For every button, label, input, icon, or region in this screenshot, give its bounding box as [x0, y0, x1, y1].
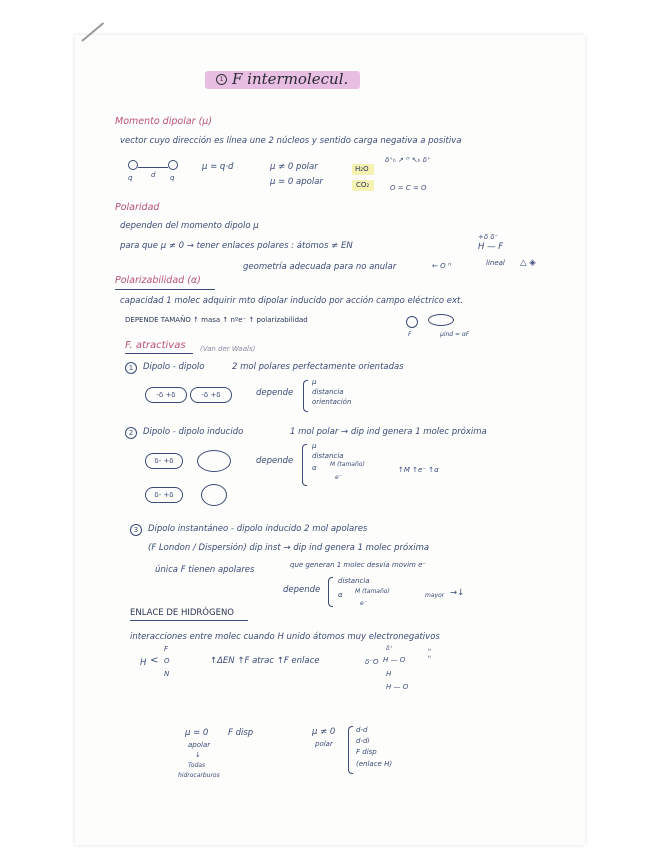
dipolo-inducido-desc: 1 mol polar → dip ind genera 1 molec próxima [290, 427, 487, 437]
charge-q1: q [128, 174, 133, 182]
brace-3 [328, 577, 333, 607]
distance-d: d [151, 171, 156, 179]
dep2-mu: μ [312, 442, 317, 450]
dipolo-dipolo-desc: 2 mol polares perfectamente orientadas [232, 362, 404, 372]
polarizabilidad-underline [115, 289, 215, 290]
resumen-polar: polar [315, 740, 333, 748]
heading-polarizabilidad: Polarizabilidad (α) [115, 275, 201, 286]
depende-label-3: depende [283, 585, 321, 595]
scheme-o: δ⁻O [365, 658, 379, 666]
london-desc: (F London / Dispersión) dip inst → dip ind genera 1 molec próxima [148, 543, 430, 553]
enlace-h-definition: interacciones entre molec cuando H unido átomos muy electronegativos [130, 632, 440, 642]
scheme-h: H [386, 670, 392, 678]
dipole-pill-4: δ- +δ [145, 487, 183, 503]
induced-dipole-sketch [428, 314, 454, 326]
atom-n: N [164, 670, 170, 678]
delta-charges: +δ δ⁻ [478, 233, 499, 241]
resumen-mu0: μ = 0 [185, 728, 209, 738]
induced-sphere-1 [197, 450, 231, 472]
polaridad-line1: dependen del momento dipolo μ [120, 221, 259, 231]
co2-label: CO₂ [356, 181, 370, 189]
induced-dipole-formula: μind = αF [440, 331, 470, 338]
dipolo-inducido-label: Dipolo - dipolo inducido [143, 427, 244, 437]
scheme-h-right: ᴴ ᴴ [428, 648, 431, 662]
polarizabilidad-line2: DEPENDE TAMAÑO ↑ masa ↑ nºe⁻ ↑ polarizabilidad [125, 316, 308, 324]
dep2-distancia: distancia [312, 452, 344, 460]
genera-desvia: que generan 1 molec desvía movim e⁻ [290, 561, 427, 569]
scheme-bond-1: H — O [383, 656, 406, 664]
lineal-label: lineal [486, 259, 505, 267]
resumen-fdisp: F disp [228, 728, 254, 738]
arrow-icon: →↓ [450, 588, 465, 598]
resumen-todas: Todas [188, 762, 206, 769]
polar-condition: μ ≠ 0 polar [270, 162, 318, 172]
dep2-result: ↑M ↑e⁻ ↑α [398, 466, 439, 474]
co2-structure: O = C = O [390, 184, 427, 192]
polarizabilidad-line1: capacidad 1 molec adquirir mto dipolar inducido por acción campo eléctrico ext. [120, 296, 464, 306]
dep1-orientacion: orientación [312, 398, 352, 406]
scheme-delta-plus: δ⁺ [386, 645, 393, 652]
bond-bracket: < [150, 655, 159, 666]
dep3-electrons: e⁻ [360, 600, 367, 607]
water-molecule-sketch: δ⁺ₕ ↗ ᴼ ↖ₕ δ⁺ [385, 156, 431, 164]
enlace-h-rule: ↑ΔEN ↑F atrac ↑F enlace [210, 656, 320, 666]
dipolo-dipolo-label: Dipolo - dipolo [143, 362, 205, 372]
depende-label-2: depende [256, 456, 294, 466]
field-circle [406, 316, 418, 328]
heading-momento-dipolar: Momento dipolar (μ) [115, 116, 213, 127]
paper-sheet [75, 35, 585, 845]
mayor-label: mayor [425, 592, 445, 599]
resumen-apolar: apolar [188, 741, 211, 749]
dep2-electrons: e⁻ [335, 474, 342, 481]
polaridad-line3: geometría adecuada para no anular [243, 262, 397, 272]
hf-molecule: H — F [478, 242, 504, 252]
enlace-h-underline [130, 620, 248, 621]
dep2-alpha: α [312, 464, 317, 472]
triangle-shape-icon: △ ◈ [520, 258, 536, 268]
apolar-condition: μ = 0 apolar [270, 177, 323, 187]
dep3-distancia: distancia [338, 577, 370, 585]
resumen-ddi: d-di [356, 737, 370, 745]
scheme-bond-2: H — O [386, 683, 409, 691]
resumen-dd: d-d [356, 726, 368, 734]
dipole-pill-2: -δ +δ [190, 387, 232, 403]
item-1-marker: 1 [125, 362, 137, 374]
heading-f-atractivas: F. atractivas [125, 340, 186, 351]
dipole-pill-1: -δ +δ [145, 387, 187, 403]
resumen-mu-ne-0: μ ≠ 0 [312, 727, 336, 737]
dep3-alpha: α [338, 591, 343, 599]
heading-polaridad: Polaridad [115, 202, 160, 213]
field-label: F [408, 331, 412, 338]
induced-sphere-2 [201, 484, 227, 506]
item-2-marker: 2 [125, 427, 137, 439]
title-number: 1 [216, 74, 227, 85]
depende-label-1: depende [256, 388, 294, 398]
brace-resumen [348, 726, 353, 774]
van-der-waals-note: (Van der Waals) [200, 345, 256, 353]
hydrogen-label: H [140, 658, 147, 668]
atom-o: O [164, 657, 170, 665]
dep3-mass: M (tamaño) [355, 588, 390, 595]
polaridad-line2: para que μ ≠ 0 → tener enlaces polares : átomos ≠ EN [120, 241, 353, 251]
dep2-mass: M (tamaño) [330, 461, 365, 468]
brace-2 [302, 444, 307, 486]
page-title: F intermolecul. [232, 70, 349, 88]
dep1-distancia: distancia [312, 388, 344, 396]
dipole-pill-3: δ- +δ [145, 453, 183, 469]
brace-1 [303, 380, 308, 412]
h2o-label: H₂O [355, 165, 369, 173]
resumen-arrow: ↓ [195, 751, 201, 759]
f-atractivas-underline [125, 353, 193, 354]
resumen-hidrocarburos: hidrocarburos [178, 772, 220, 779]
heading-enlace-hidrogeno: ENLACE DE HIDRÓGENO [130, 608, 234, 618]
atom-f: F [164, 645, 169, 653]
dipole-formula: μ = q·d [202, 162, 234, 172]
unica-f-apolares: única F tienen apolares [155, 565, 255, 575]
item-3-marker: 3 [130, 524, 142, 536]
dipolar-definition: vector cuyo dirección es línea une 2 núcleos y sentido carga negativa a positiva [120, 136, 462, 146]
charge-q2: q [170, 174, 175, 182]
dipolo-instantaneo-label: Dipolo instantáneo - dipolo inducido 2 mol apolares [148, 524, 368, 534]
resumen-enlace-h: (enlace H) [356, 760, 393, 768]
dep1-mu: μ [312, 378, 317, 386]
bent-molecule-sketch: ← O ᴴ [432, 262, 452, 270]
resumen-fdisp-2: F disp [356, 748, 377, 756]
